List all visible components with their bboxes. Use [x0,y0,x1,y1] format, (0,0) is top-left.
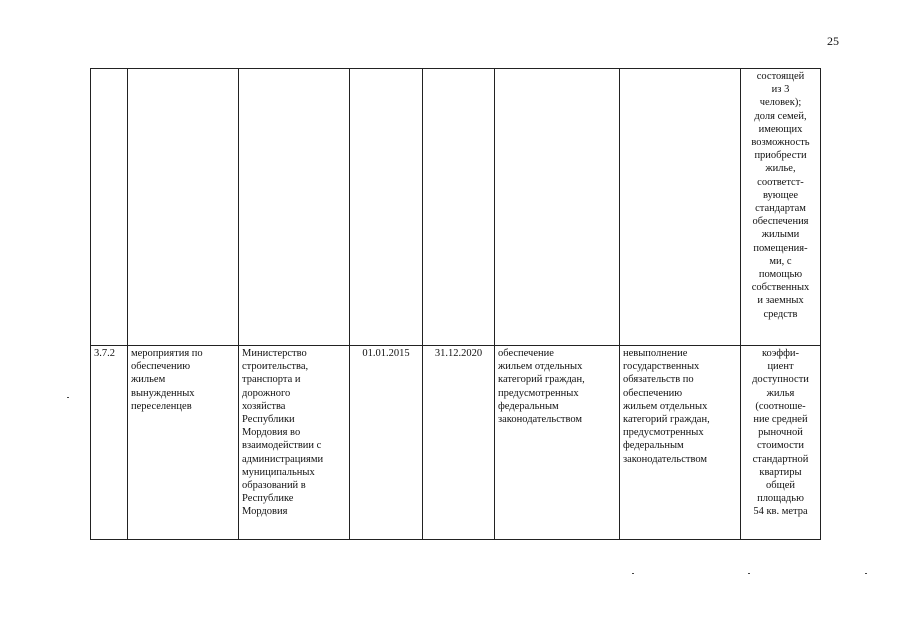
table-row-3-7-2 [91,346,821,540]
cell-executor [239,69,350,346]
table-row-continuation [91,69,821,346]
cell-consequences: невыполнение государственных обязательств по обеспечению жильем отдельных категорий граждан, предусмотренных федеральным законодательством [620,346,741,540]
cell-indicator: коэффи- циент доступности жилья (соотноше- ние средней рыночной стоимости стандартной квартиры общей площадью 54 кв. метра [741,346,821,540]
cell-executor: Министерство строительства, транспорта и дорожного хозяйства Республики Мордовия во взаимодействии с администрациями муниципальных образований в Республике Мордовия [239,346,350,540]
cell-end-date [423,69,495,346]
scan-speck [632,573,634,574]
cell-result: обеспечение жильем отдельных категорий граждан, предусмотренных федеральным законодательством [495,346,620,540]
page-number: 25 [827,34,839,48]
cell-start-date [350,69,423,346]
scan-speck [865,573,867,574]
cell-result [495,69,620,346]
cell-indicator-continuation: состоящей из 3 человек); доля семей, имеющих возможность приобрести жилье, соответст- вующее стандартам обеспечения жилыми помещения- ми, с помощью собственных и заемных средств [741,69,821,346]
cell-end-date: 31.12.2020 [423,346,495,540]
cell-measure [128,69,239,346]
cell-measure: мероприятия по обеспечению жильем вынужденных переселенцев [128,346,239,540]
program-measures-table [90,68,821,540]
cell-consequences [620,69,741,346]
cell-start-date: 01.01.2015 [350,346,423,540]
scan-speck [67,397,69,398]
cell-number: 3.7.2 [91,346,128,540]
cell-number [91,69,128,346]
scan-speck [748,573,750,574]
